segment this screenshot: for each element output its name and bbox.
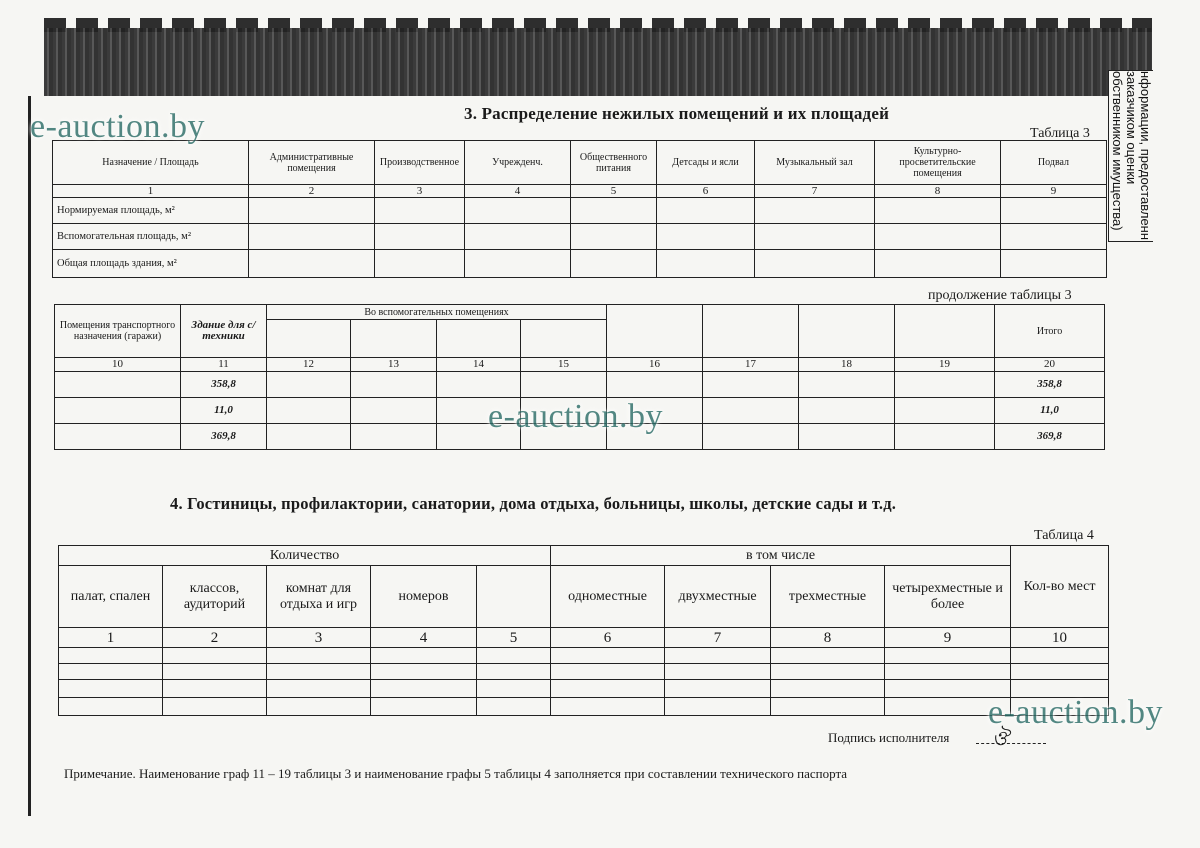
scan-left-edge — [28, 96, 31, 816]
t4-header-single: одноместные — [551, 566, 665, 628]
t3c-building-total: 369,8 — [181, 424, 267, 450]
t4-header-quad: четырехместные и более — [885, 566, 1011, 628]
t3c-colnum: 15 — [521, 358, 607, 372]
t4-colnum: 4 — [371, 628, 477, 648]
t4-header-rooms: номеров — [371, 566, 477, 628]
t4-colnum: 7 — [665, 628, 771, 648]
signature-line — [976, 743, 1046, 744]
table-4 — [58, 545, 1109, 716]
t3c-building-normed: 358,8 — [181, 372, 267, 398]
t3-header-catering: Общественного питания — [571, 141, 657, 185]
t3-header-basement: Подвал — [1001, 141, 1107, 185]
t3c-colnum: 14 — [437, 358, 521, 372]
t3c-colnum: 20 — [995, 358, 1105, 372]
t3c-colnum: 13 — [351, 358, 437, 372]
t3c-total-normed: 358,8 — [995, 372, 1105, 398]
t3c-total-aux: 11,0 — [995, 398, 1105, 424]
signature-label: Подпись исполнителя — [828, 730, 950, 745]
t3-header-production: Производственное — [375, 141, 465, 185]
scan-dark-band — [44, 28, 1152, 96]
t3c-colnum: 19 — [895, 358, 995, 372]
t3c-colnum: 16 — [607, 358, 703, 372]
t3-header-purpose: Назначение / Площадь — [53, 141, 249, 185]
t4-header-double: двухместные — [665, 566, 771, 628]
table3-label: Таблица 3 — [1030, 126, 1090, 141]
t3c-colnum: 18 — [799, 358, 895, 372]
t4-header-triple: трехместные — [771, 566, 885, 628]
t3-colnum: 1 — [53, 185, 249, 198]
table-3 — [52, 140, 1107, 278]
t4-header-wards: палат, спален — [59, 566, 163, 628]
watermark: e-auction.by — [30, 108, 205, 145]
side-stamp-text: нформации, предоставленн заказчиком оценки обственником имущества) — [1110, 71, 1153, 241]
t3-colnum: 2 — [249, 185, 375, 198]
t4-colnum: 5 — [477, 628, 551, 648]
t4-group-quantity: Количество — [59, 546, 551, 566]
t3c-header-total: Итого — [995, 305, 1105, 358]
footnote: Примечание. Наименование граф 11 – 19 таблицы 3 и наименование графы 5 таблицы 4 заполняется при составлении технического паспорта — [64, 766, 848, 781]
t3c-building-aux: 11,0 — [181, 398, 267, 424]
t3-row-normed-area: Нормируемая площадь, м² — [53, 198, 249, 224]
t3c-colnum: 17 — [703, 358, 799, 372]
table3-continuation-label: продолжение таблицы 3 — [928, 288, 1072, 303]
t3-colnum: 6 — [657, 185, 755, 198]
t3-header-institutional: Учрежденч. — [465, 141, 571, 185]
t3c-colnum: 11 — [181, 358, 267, 372]
t3c-colnum: 12 — [267, 358, 351, 372]
watermark: e-auction.by — [988, 694, 1163, 731]
t4-colnum: 8 — [771, 628, 885, 648]
t4-colnum: 1 — [59, 628, 163, 648]
t3-header-cultural: Культурно-просветительские помещения — [875, 141, 1001, 185]
section4-title: 4. Гостиницы, профилактории, санатории, дома отдыха, больницы, школы, детские сады и т.д. — [170, 494, 897, 513]
signature-scribble: ঔ — [992, 728, 1009, 750]
t3-row-total-area: Общая площадь здания, м² — [53, 250, 249, 278]
t4-group-including: в том числе — [551, 546, 1011, 566]
t3c-header-garages: Помещения транспортного назначения (гаражи) — [55, 305, 181, 358]
t3-colnum: 8 — [875, 185, 1001, 198]
t3-colnum: 7 — [755, 185, 875, 198]
t4-header-places: Кол-во мест — [1011, 546, 1109, 628]
table4-label: Таблица 4 — [1034, 528, 1094, 543]
t3c-header-aux: Во вспомогательных помещениях — [267, 305, 607, 320]
t3c-total-total: 369,8 — [995, 424, 1105, 450]
side-stamp — [1108, 70, 1153, 242]
t4-colnum: 3 — [267, 628, 371, 648]
t3-colnum: 9 — [1001, 185, 1107, 198]
t4-header-rest-rooms: комнат для отдыха и игр — [267, 566, 371, 628]
t4-colnum: 6 — [551, 628, 665, 648]
t4-header-classes: классов, аудиторий — [163, 566, 267, 628]
t3-header-admin: Административные помещения — [249, 141, 375, 185]
watermark: e-auction.by — [488, 398, 663, 435]
t3c-header-building: Здание для с/техники — [181, 305, 267, 358]
t4-colnum: 9 — [885, 628, 1011, 648]
t3-colnum: 4 — [465, 185, 571, 198]
t4-colnum: 2 — [163, 628, 267, 648]
t3-header-music-hall: Музыкальный зал — [755, 141, 875, 185]
t3-row-aux-area: Вспомогательная площадь, м² — [53, 224, 249, 250]
section3-title: 3. Распределение нежилых помещений и их площадей — [464, 104, 890, 123]
t3-colnum: 3 — [375, 185, 465, 198]
t3c-colnum: 10 — [55, 358, 181, 372]
t3-header-kindergarten: Детсады и ясли — [657, 141, 755, 185]
t4-colnum: 10 — [1011, 628, 1109, 648]
t4-header-blank — [477, 566, 551, 628]
t3-colnum: 5 — [571, 185, 657, 198]
